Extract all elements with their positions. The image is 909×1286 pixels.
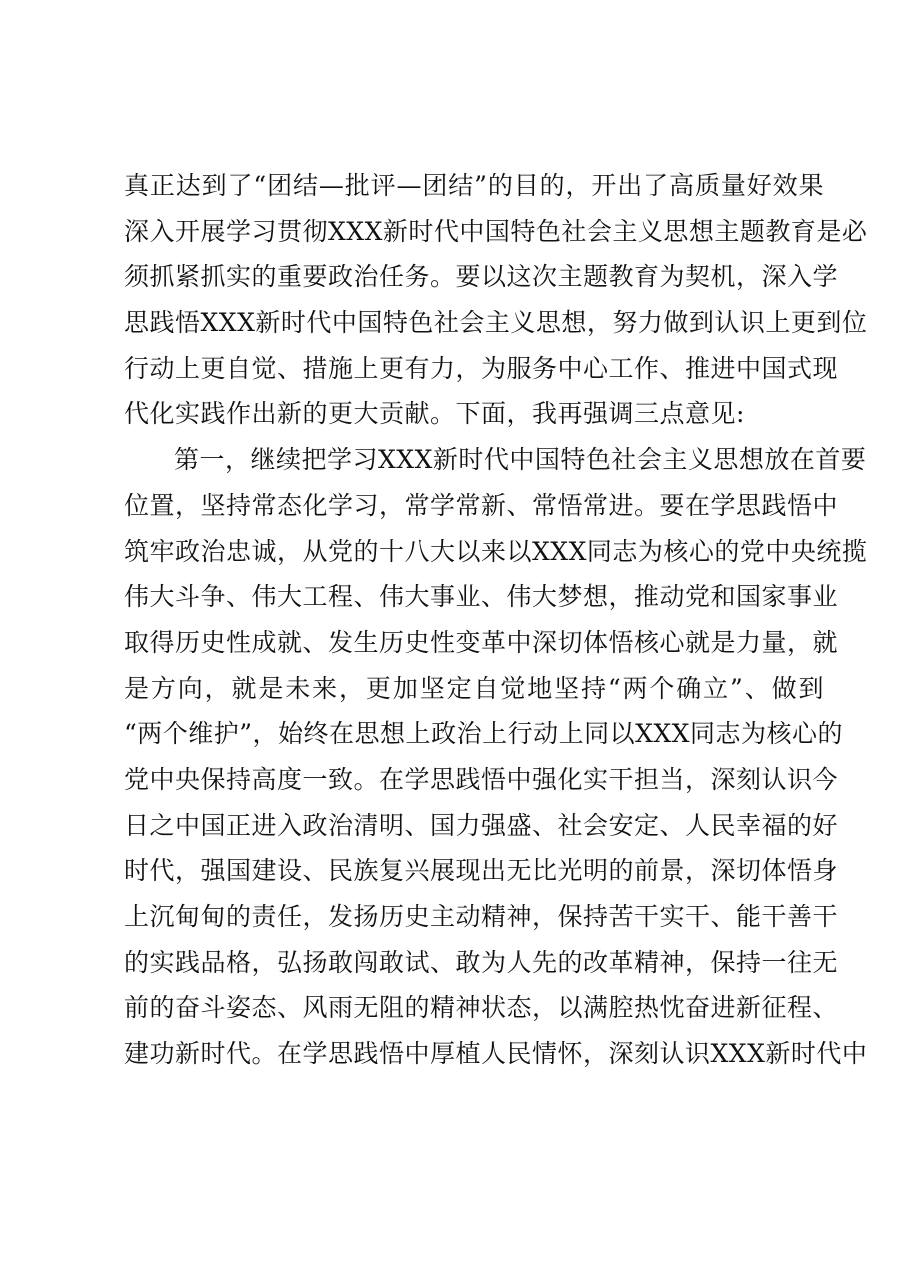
text-line: 取得历史性成就、发生历史性变革中深切体悟核心就是力量，就	[124, 627, 839, 657]
text-line: 筑牢政治忠诚，从党的十八大以来以XXX同志为核心的党中央统揽	[124, 536, 868, 566]
text-line: 真正达到了“团结—批评—团结”的目的，开出了高质量好效果	[124, 171, 824, 200]
text-line: 前的奋斗姿态、风雨无阻的精神状态，以满腔热忱奋进新征程、	[124, 993, 839, 1023]
text-line: 党中央保持高度一致。在学思践悟中强化实干担当，深刻认识今	[124, 764, 839, 794]
text-line: 上沉甸甸的责任，发扬历史主动精神，保持苦干实干、能干善干	[124, 902, 839, 931]
text-line: 是方向，就是未来，更加坚定自觉地坚持“两个确立”、做到	[124, 673, 824, 703]
paragraph-first-line: 第一，继续把学习XXX新时代中国特色社会主义思想放在首要	[174, 445, 867, 475]
text-line: 须抓紧抓实的重要政治任务。要以这次主题教育为契机，深入学	[124, 262, 839, 292]
text-line: 时代，强国建设、民族复兴展现出无比光明的前景，深切体悟身	[124, 856, 839, 886]
text-line: “两个维护”，始终在思想上政治上行动上同以XXX同志为核心的	[124, 719, 843, 749]
body-text	[124, 163, 868, 1077]
text-line: 伟大斗争、伟大工程、伟大事业、伟大梦想，推动党和国家事业	[124, 582, 839, 612]
text-line: 代化实践作出新的更大贡献。下面，我再强调三点意见:	[124, 399, 745, 429]
text-line: 深入开展学习贯彻XXX新时代中国特色社会主义思想主题教育是必	[124, 216, 868, 246]
text-line: 日之中国正进入政治清明、国力强盛、社会安定、人民幸福的好	[124, 810, 839, 840]
text-line: 位置，坚持常态化学习，常学常新、常悟常进。要在学思践悟中	[124, 490, 839, 520]
text-line: 行动上更自觉、措施上更有力，为服务中心工作、推进中国式现	[124, 353, 839, 383]
text-line: 思践悟XXX新时代中国特色社会主义思想，努力做到认识上更到位	[124, 308, 868, 338]
text-line: 建功新时代。在学思践悟中厚植人民情怀，深刻认识XXX新时代中	[124, 1039, 868, 1069]
text-line: 的实践品格，弘扬敢闯敢试、敢为人先的改革精神，保持一往无	[124, 947, 839, 977]
